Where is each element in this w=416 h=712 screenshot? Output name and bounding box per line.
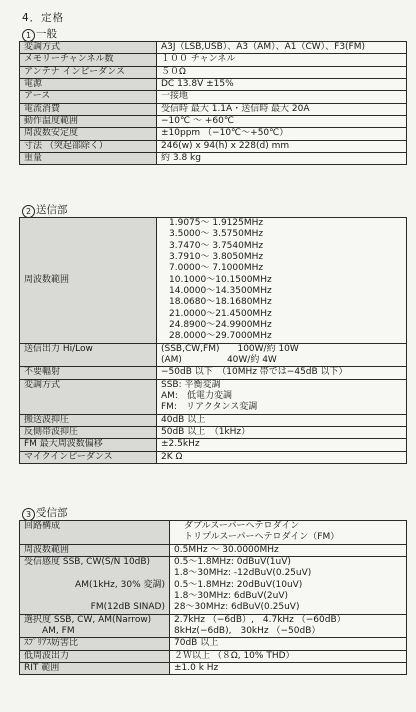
table-row xyxy=(20,54,407,66)
row-label: マイクインピーダンス xyxy=(20,451,157,463)
row-value: DC 13.8V ±15% xyxy=(157,78,407,90)
row-label: アース xyxy=(20,91,157,103)
row-label: アンテナ インピーダンス xyxy=(20,66,157,78)
row-label: 選択度 SSB, CW, AM(Narrow) AM, FM xyxy=(20,614,170,638)
row-label: 搬送波抑圧 xyxy=(20,414,157,426)
section-general-title: 1 一般 xyxy=(22,26,57,42)
row-value: 1.9075〜 1.9125MHz 3.5000〜 3.5750MHz 3.7470〜 3.7540MHz 3.7910〜 3.8050MHz 7.0000〜 7.1000MHz 10.1000〜10.1500MHz 14.0000〜14.3500MHz 18.0680〜18.1680MHz 21.0000〜21.4500MHz 24.8900〜24.9900MHz 28.0000〜29.7000MHz xyxy=(157,218,407,344)
row-label: 動作温度範囲 xyxy=(20,115,157,127)
table-row xyxy=(20,614,407,638)
table-row xyxy=(20,426,407,438)
transmitter-spec-table xyxy=(19,217,407,464)
table-row xyxy=(20,521,407,545)
section-number-badge: 1 xyxy=(22,29,35,42)
general-spec-table xyxy=(19,41,407,165)
row-label: 回路構成 xyxy=(20,521,170,545)
row-value: 受信時 最大 1.1A・送信時 最大 20A xyxy=(157,103,407,115)
row-value: 一接地 xyxy=(157,91,407,103)
row-value: 2K Ω xyxy=(157,451,407,463)
row-label: 不要輻射 xyxy=(20,367,157,379)
row-label: 変調方式 xyxy=(20,42,157,54)
row-label: 周波数範囲 xyxy=(20,218,157,344)
table-row xyxy=(20,42,407,54)
row-label: 寸法 （突起部除く） xyxy=(20,140,157,152)
table-row xyxy=(20,367,407,379)
row-value: ±2.5kHz xyxy=(157,439,407,451)
table-row xyxy=(20,66,407,78)
table-row xyxy=(20,638,407,650)
receiver-spec-table xyxy=(19,520,407,675)
table-row xyxy=(20,78,407,90)
row-label: 低周波出力 xyxy=(20,650,170,662)
table-row xyxy=(20,91,407,103)
table-row xyxy=(20,439,407,451)
row-label: 重量 xyxy=(20,152,157,164)
row-value: 約 3.8 kg xyxy=(157,152,407,164)
row-label: 送信出力 Hi/Low xyxy=(20,343,157,367)
row-label: 周波数安定度 xyxy=(20,128,157,140)
table-row xyxy=(20,650,407,662)
row-label: ｽﾌﾟﾘｱｽ妨害比 xyxy=(20,638,170,650)
row-value: 0.5MHz 〜 30.0000MHz xyxy=(170,544,407,556)
row-value: 246(w) x 94(h) x 228(d) mm xyxy=(157,140,407,152)
row-label: 変調方式 xyxy=(20,379,157,414)
row-value: １００ チャンネル xyxy=(157,54,407,66)
section-number-badge: 2 xyxy=(22,205,35,218)
section-number-badge: 3 xyxy=(22,508,35,521)
row-value: ±10ppm （−10℃〜+50℃） xyxy=(157,128,407,140)
table-row xyxy=(20,140,407,152)
table-row xyxy=(20,544,407,556)
row-label: 周波数範囲 xyxy=(20,544,170,556)
row-value: SSB: 平衡変調 AM: 低電力変調 FM: リアクタンス変調 xyxy=(157,379,407,414)
row-label: 電源 xyxy=(20,78,157,90)
row-value: −10℃ 〜 +60℃ xyxy=(157,115,407,127)
table-row xyxy=(20,556,407,614)
row-value: ±1.0 k Hz xyxy=(170,662,407,674)
row-label: メモリーチャンネル数 xyxy=(20,54,157,66)
row-label: 反側帯波抑圧 xyxy=(20,426,157,438)
row-value: ５０Ω xyxy=(157,66,407,78)
page-heading: 4．定格 xyxy=(22,12,65,24)
row-value: 50dB 以上 （1kHz） xyxy=(157,426,407,438)
row-value: −50dB 以下 （10MHz 帯では−45dB 以下） xyxy=(157,367,407,379)
row-value: ダブルスーパーヘテロダイン トリプルスーパーヘテロダイン（FM） xyxy=(170,521,407,545)
table-row xyxy=(20,128,407,140)
row-value: A3J（LSB,USB）、A3（AM）、A1（CW）、F3(FM) xyxy=(157,42,407,54)
row-label: RIT 範囲 xyxy=(20,662,170,674)
table-row xyxy=(20,414,407,426)
table-row xyxy=(20,218,407,344)
table-row xyxy=(20,662,407,674)
row-value: 0.5〜1.8MHz: 0dBuV(1uV) 1.8〜30MHz: -12dBuV(0.25uV) 0.5〜1.8MHz: 20dBuV(10uV) 1.8〜30MHz: 6dBuV(2uV) 28〜30MHz: 6dBuV(0.25uV) xyxy=(170,556,407,614)
table-row xyxy=(20,103,407,115)
row-value: (SSB,CW,FM) 100W/約 10W (AM) 40W/約 4W xyxy=(157,343,407,367)
table-row xyxy=(20,115,407,127)
table-row xyxy=(20,343,407,367)
row-value: ２Ｗ以上 （８Ω, 10% THD） xyxy=(170,650,407,662)
row-label: 電流消費 xyxy=(20,103,157,115)
section-transmitter-title: 2 送信部 xyxy=(22,202,68,218)
table-row xyxy=(20,451,407,463)
row-value: 70dB 以上 xyxy=(170,638,407,650)
row-value: 2.7kHz （−6dB）, 4.7kHz （−60dB） 8kHz(−6dB), 30kHz （−50dB） xyxy=(170,614,407,638)
table-row xyxy=(20,379,407,414)
row-value: 40dB 以上 xyxy=(157,414,407,426)
section-receiver-title: 3 受信部 xyxy=(22,505,68,521)
table-row xyxy=(20,152,407,164)
row-label: FM 最大周波数偏移 xyxy=(20,439,157,451)
row-label: 受信感度 SSB, CW(S/N 10dB) AM(1kHz, 30% 変調) FM(12dB SINAD) xyxy=(20,556,170,614)
